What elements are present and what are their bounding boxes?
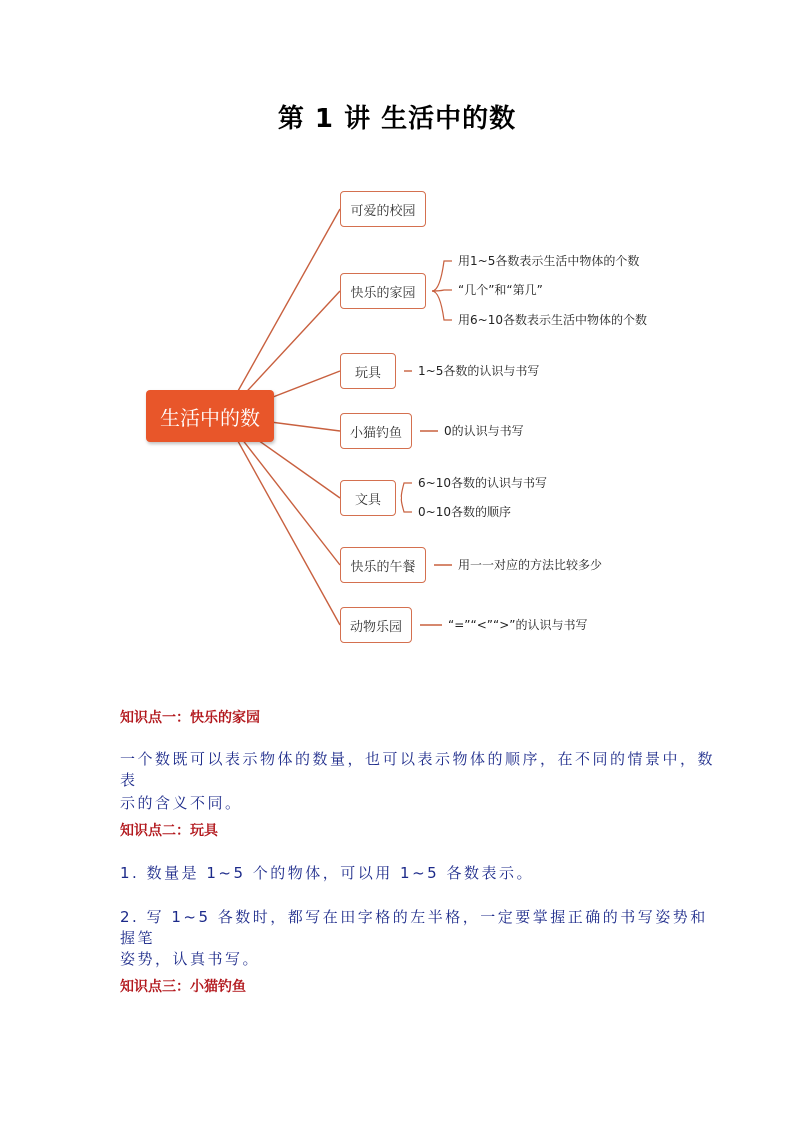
heading-prefix: 知识点一： bbox=[120, 710, 190, 726]
leaf-connector bbox=[432, 291, 452, 320]
heading-name: 小猫钓鱼 bbox=[190, 979, 246, 995]
branch-connector bbox=[224, 416, 340, 625]
mindmap-leaf-text: 0~10各数的顺序 bbox=[418, 505, 511, 519]
mindmap-branch-node: 玩具 bbox=[340, 353, 396, 389]
page-title: 第 1 讲 生活中的数 bbox=[277, 104, 517, 134]
knowledge-point-text: 示的含义不同。 bbox=[120, 794, 243, 812]
leaf-connector bbox=[401, 483, 412, 498]
heading-name: 玩具 bbox=[190, 823, 218, 839]
heading-prefix: 知识点三： bbox=[120, 979, 190, 995]
mindmap-leaf-text: 用6~10各数表示生活中物体的个数 bbox=[458, 313, 647, 327]
mindmap-leaf-text: 6~10各数的认识与书写 bbox=[418, 476, 547, 490]
heading-prefix: 知识点二： bbox=[120, 823, 190, 839]
mindmap-branch-node: 快乐的家园 bbox=[340, 273, 426, 309]
knowledge-point-text: 姿势，认真书写。 bbox=[120, 950, 261, 968]
knowledge-point-text: 一个数既可以表示物体的数量，也可以表示物体的顺序，在不同的情景中，数表 bbox=[120, 750, 716, 789]
knowledge-point-heading bbox=[120, 976, 700, 996]
knowledge-point-text: 2. 写 1~5 各数时，都写在田字格的左半格，一定要掌握正确的书写姿势和握笔 bbox=[120, 908, 708, 947]
leaf-connector bbox=[401, 498, 412, 512]
mindmap-leaf-text: “几个”和“第几” bbox=[458, 283, 543, 297]
leaf-connector bbox=[432, 261, 452, 291]
mindmap-branch-node: 快乐的午餐 bbox=[340, 547, 426, 583]
knowledge-point-heading bbox=[120, 820, 700, 840]
mindmap-branch-node: 可爱的校园 bbox=[340, 191, 426, 227]
heading-name: 快乐的家园 bbox=[190, 710, 260, 726]
mindmap-branch-node: 文具 bbox=[340, 480, 396, 516]
branch-connector bbox=[224, 209, 340, 416]
knowledge-point-heading bbox=[120, 707, 700, 727]
mindmap-leaf-text: 0的认识与书写 bbox=[444, 424, 524, 438]
knowledge-point-text: 1. 数量是 1~5 个的物体，可以用 1~5 各数表示。 bbox=[120, 864, 534, 882]
mindmap-leaf-text: 1~5各数的认识与书写 bbox=[418, 364, 540, 378]
mindmap-leaf-text: 用1~5各数表示生活中物体的个数 bbox=[458, 254, 640, 268]
mindmap-branch-node: 小猫钓鱼 bbox=[340, 413, 412, 449]
mindmap-leaf-text: “=”“<”“>”的认识与书写 bbox=[448, 618, 588, 632]
mindmap-leaf-text: 用一一对应的方法比较多少 bbox=[458, 558, 603, 572]
mindmap-center-node: 生活中的数 bbox=[146, 390, 274, 442]
mindmap-branch-node: 动物乐园 bbox=[340, 607, 412, 643]
